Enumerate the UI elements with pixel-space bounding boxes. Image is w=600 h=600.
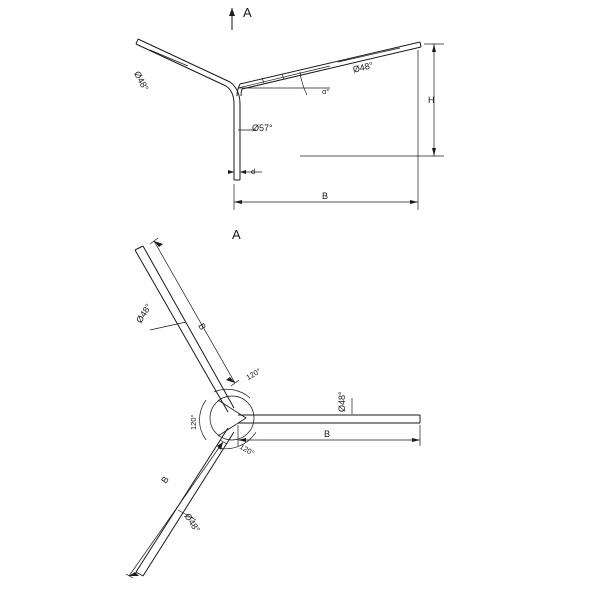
left-arm-tube <box>136 39 230 86</box>
view-arrow-label-top: A <box>243 5 252 20</box>
plan-lower-left-arm <box>136 428 234 576</box>
plan-angle-left-label: 120° <box>189 414 198 430</box>
right-arm-dia-label: Ø48° <box>351 60 375 75</box>
plan-dia-leaders <box>150 322 352 520</box>
plan-upper-left-arm-dia-label: Ø48° <box>134 301 154 325</box>
plan-upper-left-arm <box>135 246 234 412</box>
plan-dim-upper-label: B <box>196 321 208 332</box>
view-label-bottom: A <box>232 227 241 242</box>
alpha-angle-label: α° <box>322 87 330 96</box>
dim-base-width-label: B <box>322 191 329 201</box>
dim-post-diameter <box>228 167 262 176</box>
hub-dia-label: Ø57° <box>252 123 273 133</box>
plan-angle-top-label: 120° <box>244 366 263 382</box>
view-arrow-top <box>229 8 235 30</box>
plan-dim-upper <box>150 238 239 386</box>
plan-lower-left-arm-dia-label: Ø48° <box>182 511 203 535</box>
dim-post-diameter-label: d <box>251 167 256 176</box>
plan-right-arm <box>238 415 420 423</box>
left-arm-dia-label: Ø48° <box>132 69 151 93</box>
alpha-angle-arc <box>238 66 330 95</box>
dim-height-label: H <box>428 95 435 105</box>
plan-dim-lower-label: B <box>159 474 171 486</box>
plan-hub <box>210 396 254 440</box>
plan-right-arm-dia-label: Ø48° <box>337 391 347 412</box>
plan-angle-bottom-label: 120° <box>238 442 256 458</box>
hub-knuckle <box>226 82 242 180</box>
plan-dim-right-label: B <box>324 429 331 439</box>
